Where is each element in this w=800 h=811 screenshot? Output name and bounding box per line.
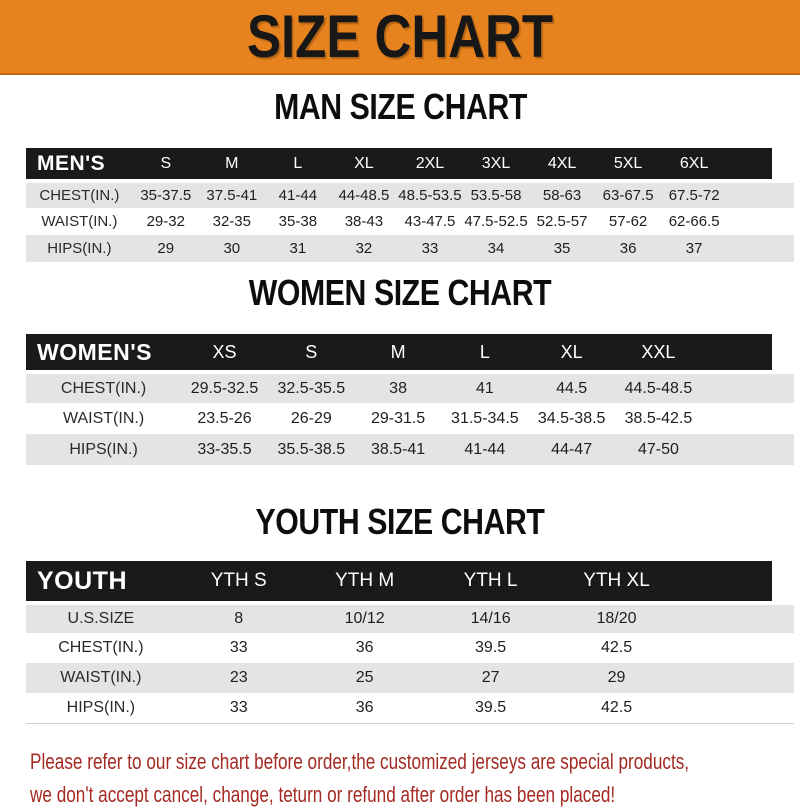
men-row-label-waist-in: WAIST(IN.) — [26, 208, 133, 235]
youth-row-spacer — [680, 663, 795, 693]
women-chest-in-m: 38 — [355, 372, 442, 403]
men-row-spacer — [727, 181, 794, 208]
women-row-spacer — [702, 434, 794, 465]
men-waist-in-s: 29-32 — [133, 208, 199, 235]
men-size-table — [26, 148, 794, 262]
youth-u-s-size-yth-m: 10/12 — [302, 603, 428, 633]
youth-u-s-size-yth-s: 8 — [176, 603, 302, 633]
women-col-m: M — [355, 334, 442, 372]
women-hips-in-m: 38.5-41 — [355, 434, 442, 465]
men-waist-in-2xl: 43-47.5 — [397, 208, 463, 235]
women-row-spacer — [702, 403, 794, 434]
women-hips-in-xl: 44-47 — [528, 434, 615, 465]
women-header-spacer — [702, 334, 794, 372]
youth-col-yth-s: YTH S — [176, 561, 302, 603]
women-chest-in-xs: 29.5-32.5 — [181, 372, 268, 403]
youth-hips-in-yth-m: 36 — [302, 693, 428, 723]
women-waist-in-xl: 34.5-38.5 — [528, 403, 615, 434]
women-hips-in-xxl: 47-50 — [615, 434, 702, 465]
footer-note — [30, 745, 800, 811]
youth-row-label-hips-in: HIPS(IN.) — [26, 693, 176, 723]
youth-col-yth-m: YTH M — [302, 561, 428, 603]
men-hips-in-2xl: 33 — [397, 235, 463, 262]
men-hips-in-l: 31 — [265, 235, 331, 262]
youth-row-label-u-s-size: U.S.SIZE — [26, 603, 176, 633]
youth-section-title-text: YOUTH SIZE CHART — [255, 501, 545, 542]
women-col-xxl: XXL — [615, 334, 702, 372]
youth-hips-in-yth-s: 33 — [176, 693, 302, 723]
men-chest-in-xl: 44-48.5 — [331, 181, 397, 208]
women-row-waist-in — [26, 403, 794, 434]
men-col-l: L — [265, 148, 331, 181]
men-chest-in-s: 35-37.5 — [133, 181, 199, 208]
men-waist-in-4xl: 52.5-57 — [529, 208, 595, 235]
women-col-l: L — [441, 334, 528, 372]
youth-row-label-chest-in: CHEST(IN.) — [26, 633, 176, 663]
men-col-4xl: 4XL — [529, 148, 595, 181]
banner — [0, 0, 800, 75]
women-row-spacer — [702, 372, 794, 403]
youth-col-yth-xl: YTH XL — [554, 561, 680, 603]
women-row-label-hips-in: HIPS(IN.) — [26, 434, 181, 465]
youth-section-title — [0, 501, 800, 547]
men-chest-in-l: 41-44 — [265, 181, 331, 208]
women-waist-in-m: 29-31.5 — [355, 403, 442, 434]
men-waist-in-5xl: 57-62 — [595, 208, 661, 235]
youth-chest-in-yth-l: 39.5 — [428, 633, 554, 663]
youth-row-label-waist-in: WAIST(IN.) — [26, 663, 176, 693]
men-chest-in-m: 37.5-41 — [199, 181, 265, 208]
men-col-3xl: 3XL — [463, 148, 529, 181]
men-col-m: M — [199, 148, 265, 181]
women-hips-in-l: 41-44 — [441, 434, 528, 465]
women-chest-in-xl: 44.5 — [528, 372, 615, 403]
women-hips-in-xs: 33-35.5 — [181, 434, 268, 465]
women-row-hips-in — [26, 434, 794, 465]
women-col-s: S — [268, 334, 355, 372]
men-row-waist-in — [26, 208, 794, 235]
women-section-title — [0, 272, 800, 318]
men-waist-in-l: 35-38 — [265, 208, 331, 235]
women-chest-in-xxl: 44.5-48.5 — [615, 372, 702, 403]
men-row-chest-in — [26, 181, 794, 208]
men-hips-in-s: 29 — [133, 235, 199, 262]
men-col-2xl: 2XL — [397, 148, 463, 181]
youth-size-table — [26, 561, 794, 724]
youth-waist-in-yth-m: 25 — [302, 663, 428, 693]
men-hips-in-6xl: 37 — [661, 235, 727, 262]
youth-row-hips-in — [26, 693, 794, 723]
women-chest-in-l: 41 — [441, 372, 528, 403]
men-section-title-text: MAN SIZE CHART — [273, 86, 527, 127]
men-row-spacer — [727, 208, 794, 235]
youth-waist-in-yth-xl: 29 — [554, 663, 680, 693]
women-section-title-text: WOMEN SIZE CHART — [248, 272, 552, 313]
youth-waist-in-yth-s: 23 — [176, 663, 302, 693]
women-size-table — [26, 334, 794, 465]
youth-row-spacer — [680, 633, 795, 663]
men-hips-in-4xl: 35 — [529, 235, 595, 262]
men-row-spacer — [727, 235, 794, 262]
footer-note-line-1: Please refer to our size chart before order,the customized jerseys are special products, — [30, 748, 690, 774]
men-waist-in-m: 32-35 — [199, 208, 265, 235]
women-waist-in-s: 26-29 — [268, 403, 355, 434]
men-col-xl: XL — [331, 148, 397, 181]
men-chest-in-5xl: 63-67.5 — [595, 181, 661, 208]
youth-group-label: YOUTH — [26, 561, 176, 603]
men-row-label-chest-in: CHEST(IN.) — [26, 181, 133, 208]
youth-col-yth-l: YTH L — [428, 561, 554, 603]
youth-u-s-size-yth-l: 14/16 — [428, 603, 554, 633]
youth-u-s-size-yth-xl: 18/20 — [554, 603, 680, 633]
youth-row-chest-in — [26, 633, 794, 663]
men-hips-in-5xl: 36 — [595, 235, 661, 262]
men-waist-in-6xl: 62-66.5 — [661, 208, 727, 235]
men-row-label-hips-in: HIPS(IN.) — [26, 235, 133, 262]
banner-title: SIZE CHART — [247, 2, 553, 70]
youth-row-u-s-size — [26, 603, 794, 633]
youth-row-spacer — [680, 693, 795, 723]
youth-chest-in-yth-s: 33 — [176, 633, 302, 663]
women-row-chest-in — [26, 372, 794, 403]
women-group-label: WOMEN'S — [26, 334, 181, 372]
women-waist-in-xxl: 38.5-42.5 — [615, 403, 702, 434]
youth-waist-in-yth-l: 27 — [428, 663, 554, 693]
women-hips-in-s: 35.5-38.5 — [268, 434, 355, 465]
men-waist-in-xl: 38-43 — [331, 208, 397, 235]
women-col-xs: XS — [181, 334, 268, 372]
men-section-title — [0, 86, 800, 132]
women-waist-in-l: 31.5-34.5 — [441, 403, 528, 434]
men-chest-in-3xl: 53.5-58 — [463, 181, 529, 208]
men-header-row — [26, 148, 794, 181]
men-chest-in-2xl: 48.5-53.5 — [397, 181, 463, 208]
women-row-label-waist-in: WAIST(IN.) — [26, 403, 181, 434]
men-hips-in-xl: 32 — [331, 235, 397, 262]
women-chest-in-s: 32.5-35.5 — [268, 372, 355, 403]
footer-note-line-2: we don't accept cancel, change, teturn or refund after order has been placed! — [30, 781, 616, 807]
youth-row-waist-in — [26, 663, 794, 693]
youth-header-row — [26, 561, 794, 603]
youth-header-spacer — [680, 561, 795, 603]
men-group-label: MEN'S — [26, 148, 133, 181]
men-col-s: S — [133, 148, 199, 181]
men-hips-in-3xl: 34 — [463, 235, 529, 262]
men-row-hips-in — [26, 235, 794, 262]
men-chest-in-6xl: 67.5-72 — [661, 181, 727, 208]
women-waist-in-xs: 23.5-26 — [181, 403, 268, 434]
men-waist-in-3xl: 47.5-52.5 — [463, 208, 529, 235]
men-header-spacer — [727, 148, 794, 181]
men-hips-in-m: 30 — [199, 235, 265, 262]
youth-chest-in-yth-xl: 42.5 — [554, 633, 680, 663]
women-header-row — [26, 334, 794, 372]
men-col-5xl: 5XL — [595, 148, 661, 181]
women-row-label-chest-in: CHEST(IN.) — [26, 372, 181, 403]
men-col-6xl: 6XL — [661, 148, 727, 181]
youth-hips-in-yth-l: 39.5 — [428, 693, 554, 723]
women-col-xl: XL — [528, 334, 615, 372]
youth-hips-in-yth-xl: 42.5 — [554, 693, 680, 723]
men-chest-in-4xl: 58-63 — [529, 181, 595, 208]
youth-row-spacer — [680, 603, 795, 633]
youth-chest-in-yth-m: 36 — [302, 633, 428, 663]
